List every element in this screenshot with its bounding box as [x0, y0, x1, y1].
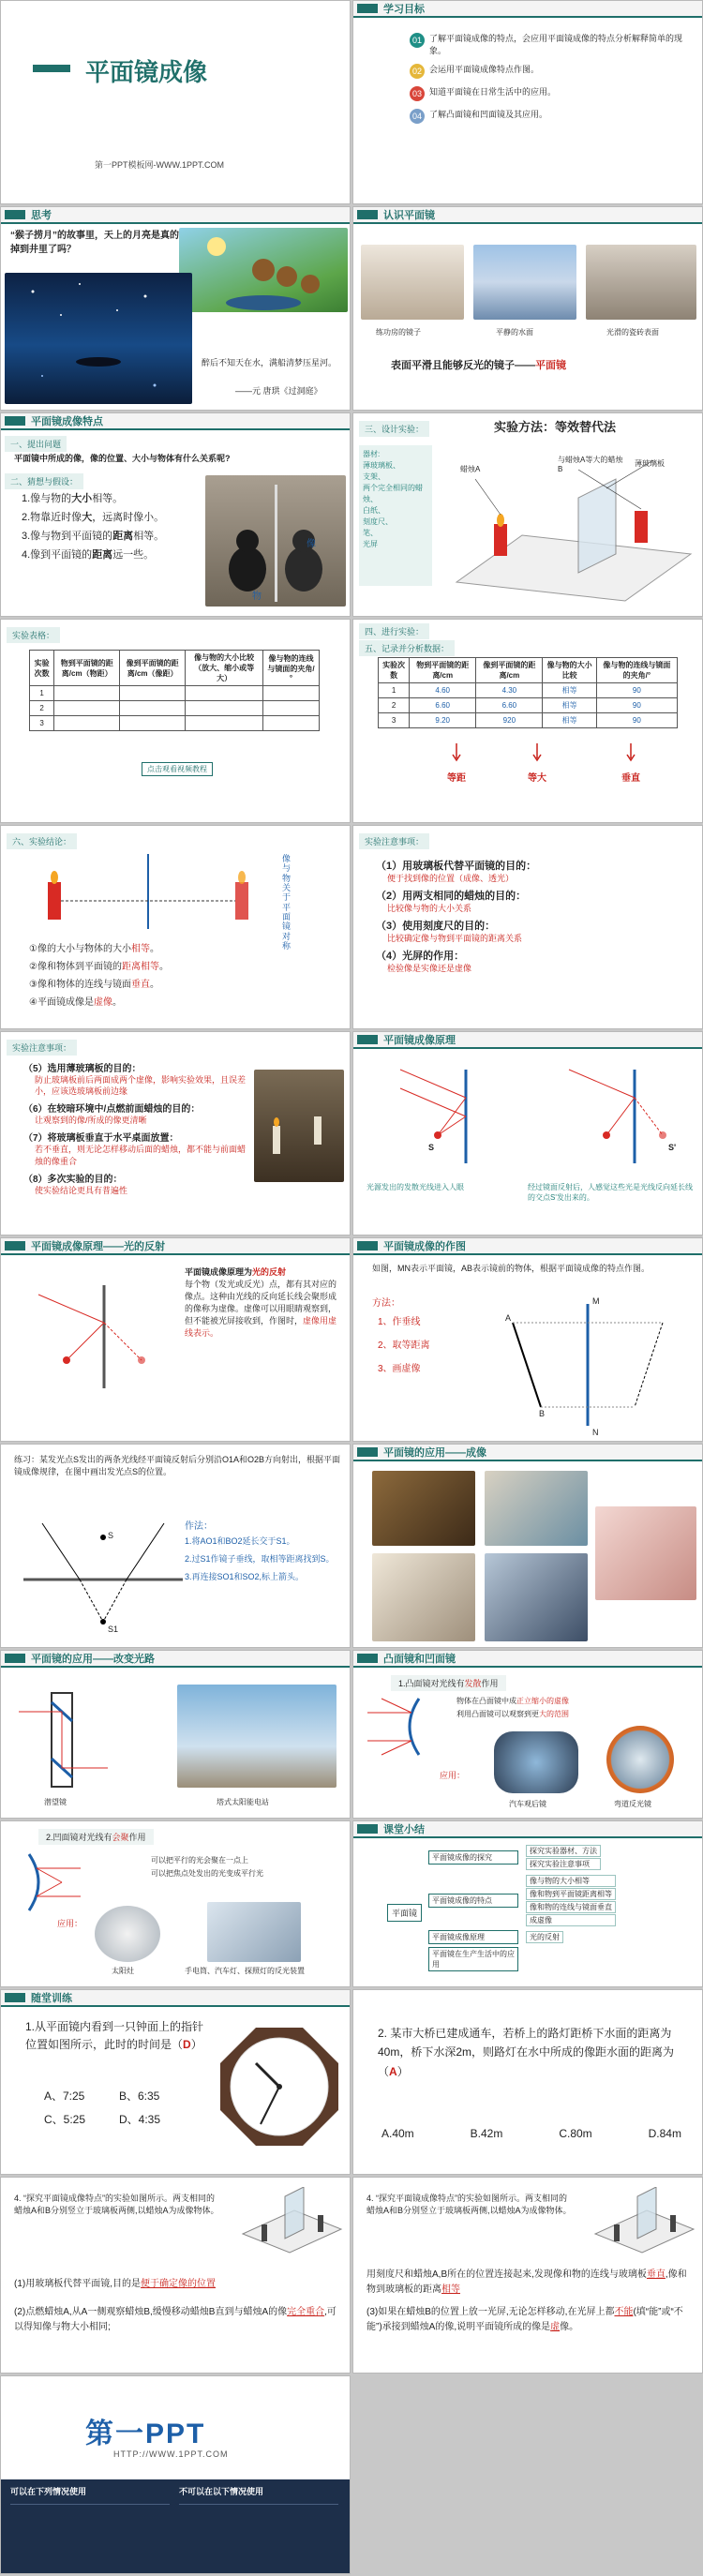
- answer-step: 1.将AO1和BO2延长交于S1。: [185, 1536, 295, 1546]
- table-cell: [54, 701, 120, 716]
- slide-table[interactable]: [0, 619, 351, 823]
- hypothesis-post: 相等。: [133, 530, 165, 542]
- label-b: B: [539, 1409, 546, 1418]
- reflection-diagrams: [363, 1060, 691, 1173]
- page-subtitle: 第一PPT模板网-WWW.1PPT.COM: [95, 160, 224, 170]
- label-s: S: [108, 1531, 114, 1540]
- table-cell: [120, 701, 186, 716]
- solar-cooker-photo: [95, 1906, 160, 1962]
- note-answer: 便于找到像的位置（成像、透光）: [387, 874, 515, 883]
- quiz-2-options: [381, 2127, 681, 2140]
- hypothesis-key: 大小: [71, 493, 93, 504]
- goal-list: [410, 33, 691, 131]
- conclusion-item: [29, 994, 169, 1008]
- note-question: （5）选用薄玻璃板的目的：: [23, 1064, 142, 1074]
- slide-header: 平面镜的应用——改变光路: [1, 1651, 350, 1668]
- note-answer: 防止玻璃板前后两面成两个虚像，影响实验效果，且误差小，应该选玻璃板前边缘: [35, 1075, 247, 1097]
- material-item: 白纸、: [363, 506, 385, 515]
- table-cell: [120, 686, 186, 701]
- data-table-filled: [378, 657, 678, 728]
- conclusion-item: [29, 940, 169, 954]
- table-header-cell: 物到平面镜的距离/cm（物距）: [54, 651, 120, 686]
- goal-number: 03: [410, 86, 425, 101]
- note-answer: 使实验结论更具有普遍性: [35, 1185, 128, 1195]
- hypothesis-list: [22, 492, 164, 567]
- concave-diagram: [10, 1850, 85, 1915]
- poem-source: ——元 唐珙《过洞庭》: [235, 386, 322, 396]
- candle-glass-diagram: [233, 2187, 346, 2262]
- answer-steps: [185, 1535, 344, 1588]
- table-cell: 90: [596, 713, 677, 728]
- hypothesis-item: [22, 548, 164, 563]
- table-cell: 6.60: [476, 698, 543, 713]
- quiz-4-question: 4. “探究平面镜成像特点”的实验如图所示。两支相同的蜡烛A和B分别竖立于玻璃板两侧,以蜡烛A为成像物体。: [14, 2194, 219, 2216]
- license-panel: [1, 2479, 351, 2574]
- material-item: 两个完全相同的蜡烛、: [363, 484, 423, 503]
- slide-header: 平面镜成像特点: [1, 413, 350, 430]
- hypothesis-pre: 3.像与物到平面镜的: [22, 530, 113, 542]
- conclusion-key: 距离相等: [121, 962, 159, 972]
- summary-item: 像与物的大小相等: [526, 1875, 616, 1887]
- notes-label: 实验注意事项：: [7, 1040, 77, 1056]
- goal-text: 会运用平面镜成像特点作图。: [429, 65, 540, 75]
- answer-step: 2.过S1作镜子垂线，取相等距离找到S。: [185, 1554, 335, 1564]
- note-answer: 若不垂直，则无论怎样移动后面的蜡烛，都不能与前面蜡烛的像重合: [35, 1145, 247, 1166]
- goal-text: 了解凸面镜和凹面镜及其应用。: [429, 110, 548, 120]
- slide-conclusion[interactable]: [0, 825, 351, 1029]
- table-cell: [263, 701, 320, 716]
- poem-line: 醉后不知天在水，满船清梦压星河。: [202, 358, 337, 367]
- caption-car-mirror: 汽车观后镜: [509, 1800, 546, 1808]
- practice-question: 练习：某发光点S发出的两条光线经平面镜反射后分别沿O1A和O2B方向射出，根据平面镜成像规律，在图中画出发光点S的位置。: [14, 1455, 341, 1477]
- slide-summary[interactable]: [352, 1820, 703, 1987]
- step-question-label: 一、提出问题: [5, 436, 67, 452]
- summary-group: [428, 1844, 700, 1871]
- table-cell: 920: [476, 713, 543, 728]
- drawing-intro: 如图，MN表示平面镜，AB表示镜前的物体，根据平面镜成像的特点作图。: [372, 1264, 651, 1273]
- hypothesis-post: ，远离时像小。: [92, 511, 165, 523]
- summary-item: 成虚像: [526, 1914, 616, 1926]
- table-cell: 90: [596, 698, 677, 713]
- slide-header: 平面镜成像的作图: [353, 1238, 702, 1255]
- summary-group-title: 平面镜成像的探究: [428, 1850, 518, 1865]
- materials-box: [359, 445, 432, 586]
- summary-item: 探究实验注意事项: [526, 1858, 601, 1870]
- option-b[interactable]: B.42m: [470, 2127, 503, 2140]
- conclusion-pre: ④平面镜成像是: [29, 997, 94, 1008]
- quiz-1-question: 1.从平面镜内看到一只钟面上的指针位置如图所示，此时的时间是（D）: [25, 2020, 204, 2052]
- label-glass-plate: 薄玻璃板: [635, 459, 665, 468]
- option-a[interactable]: A、7:25: [44, 2089, 85, 2103]
- table-cell: 相等: [543, 683, 596, 698]
- notes-list: [23, 1056, 248, 1196]
- tile-floor-picture: [586, 245, 696, 320]
- drawing-step: 3、画虚像: [378, 1364, 421, 1374]
- slide-practice[interactable]: [0, 1444, 351, 1648]
- table-cell: 3: [379, 713, 410, 728]
- hypothesis-key: 距离: [92, 548, 113, 561]
- goal-number: 02: [410, 64, 425, 79]
- summary-items: [526, 1930, 563, 1944]
- quiz-2-question: 2. 某市大桥已建成通车，若桥上的路灯距桥下水面的距离为40m，桥下水深2m，则路灯在水中所成的像距水面的距离为（A）: [378, 2027, 675, 2078]
- tag-equal-size: 等大: [528, 773, 546, 784]
- slide-title[interactable]: [0, 0, 351, 204]
- notes-label: 实验注意事项：: [359, 833, 429, 849]
- clock-diagram: [218, 2026, 340, 2148]
- road-mirror-photo: [606, 1726, 674, 1793]
- goal-number: 04: [410, 109, 425, 124]
- table-label: 实验表格：: [7, 627, 60, 643]
- dance-room-picture: [361, 245, 464, 320]
- slide-convex[interactable]: [352, 1650, 703, 1819]
- material-item: 刻度尺、: [363, 517, 393, 526]
- slide-header: 凸面镜和凹面镜: [353, 1651, 702, 1668]
- symmetry-vertical-note: 像与物关于平面镜对称: [282, 854, 292, 951]
- goal-text: 了解平面镜成像的特点，会应用平面镜成像的特点分析解释简单的现象。: [429, 34, 683, 55]
- note-question: （3）使用刻度尺的目的：: [376, 921, 496, 933]
- material-item: 器材:: [363, 450, 381, 458]
- answer-step: 3.再连接SO1和SO2,标上箭头。: [185, 1572, 305, 1581]
- summary-group: [428, 1930, 700, 1944]
- table-header-cell: 物到平面镜的距离/cm: [410, 658, 476, 683]
- goal-item: [410, 33, 691, 56]
- starry-lake-picture: [5, 273, 192, 404]
- step-record-label: 五、记录并分析数据：: [359, 640, 455, 656]
- table-cell: [263, 716, 320, 731]
- slide-quiz-4a[interactable]: [0, 2177, 351, 2374]
- slide-design[interactable]: [352, 412, 703, 617]
- think-question: “猴子捞月”的故事里，天上的月亮是真的掉到井里了吗？: [10, 231, 179, 255]
- slide-principle[interactable]: [352, 1031, 703, 1236]
- page-title: 平面镜成像: [85, 58, 208, 86]
- table-cell: [54, 686, 120, 701]
- note-answer: 检验像是实像还是虚像: [387, 964, 472, 974]
- mirror-photo-4: [485, 1553, 588, 1641]
- periscope-diagram: [14, 1688, 117, 1791]
- hypothesis-item: [22, 530, 164, 545]
- brand-logo: 第一PPT: [85, 2419, 206, 2449]
- table-header-cell: 像与物的连线与镜面的夹角/°: [263, 651, 320, 686]
- summary-items: [526, 1844, 601, 1871]
- step-hypothesis-label: 二、猜想与假设：: [5, 473, 83, 489]
- mirror-photo-3: [372, 1553, 475, 1641]
- summary-group: [428, 1947, 700, 1971]
- conclusion-item: [29, 958, 169, 972]
- slide-quiz-1[interactable]: [0, 1989, 351, 2175]
- conclusion-list: [29, 940, 169, 1011]
- note-question: （2）用两支相同的蜡烛的目的：: [376, 891, 527, 903]
- conclusion-post: 。: [158, 962, 169, 972]
- caption-road-mirror: 弯道反光镜: [614, 1800, 651, 1808]
- label-s: S: [428, 1143, 435, 1152]
- mirror-photo-2: [485, 1471, 588, 1546]
- slide-header: 学习目标: [353, 1, 702, 18]
- note-answer: 让观察到的像/所成的像更清晰: [35, 1116, 147, 1126]
- drawing-step: 1、作垂线: [378, 1317, 421, 1327]
- slide-concave[interactable]: [0, 1820, 351, 1987]
- goal-text: 知道平面镜在日常生活中的应用。: [429, 87, 557, 97]
- table-cell: 9.20: [410, 713, 476, 728]
- table-cell: 2: [379, 698, 410, 713]
- allowed-title: 可以在下列情况使用: [10, 2487, 87, 2496]
- quiz-4-part-1: (1)用玻璃板代替平面镜,目的是便于确定像的位置: [14, 2279, 216, 2289]
- slide-notes-1[interactable]: [352, 825, 703, 1029]
- hypothesis-key: 大: [82, 511, 93, 523]
- reflection-text: 平面镜成像原理为光的反射 每个物（发光或反光）点，都有其对应的像点。这种由光线的反向延长线会聚形成的像称为虚像。虚像可以用眼睛观察到，但不能被光屏接收到，作图时，虚像用虚线表示。: [185, 1267, 337, 1339]
- slide-brand[interactable]: [0, 2375, 351, 2574]
- hypothesis-post: 远一些。: [112, 548, 155, 561]
- label-m: M: [592, 1296, 600, 1306]
- empty-area: [352, 2375, 703, 2574]
- hypothesis-pre: 2.物靠近时像: [22, 511, 82, 523]
- summary-item: 像和物到平面镜距离相等: [526, 1888, 616, 1900]
- mirror-photo-1: [372, 1471, 475, 1546]
- research-question: 平面镜中所成的像，像的位置、大小与物体有什么关系呢?: [14, 454, 231, 463]
- quiz-4-part-2b: 用刻度尺和蜡烛A,B所在的位置连接起来,发现像和物的连线与玻璃板垂直,像和物到玻璃板的距离相等: [366, 2269, 687, 2295]
- slide-features[interactable]: [0, 412, 351, 617]
- calm-water-picture: [473, 245, 576, 320]
- concave-title: 2.凹面镜对光线有会聚作用: [38, 1829, 154, 1845]
- note-question: （8）多次实验的目的：: [23, 1174, 123, 1185]
- summary-item: 光的反射: [526, 1931, 563, 1943]
- table-cell: 6.60: [410, 698, 476, 713]
- conclusion-key: 虚像: [93, 997, 112, 1008]
- hypothesis-pre: 4.像到平面镜的: [22, 548, 93, 561]
- goal-item: [410, 64, 691, 79]
- slide-notes-2[interactable]: [0, 1031, 351, 1236]
- table-header-cell: 实验次数: [379, 658, 410, 683]
- table-cell: [54, 716, 120, 731]
- summary-items: [526, 1874, 616, 1927]
- option-d[interactable]: D.84m: [648, 2127, 681, 2140]
- note-question: （4）光屏的作用：: [376, 951, 465, 963]
- drawing-steps: [378, 1313, 430, 1384]
- car-mirror-photo: [494, 1731, 578, 1793]
- use-label: 应用：: [57, 1919, 83, 1928]
- table-cell: 90: [596, 683, 677, 698]
- material-item: 光屏: [363, 540, 378, 548]
- goal-item: [410, 86, 691, 101]
- table-cell: 4.30: [476, 683, 543, 698]
- material-item: 薄玻璃板、: [363, 461, 400, 470]
- quiz-4-part-3: (3)如果在蜡烛B的位置上放一光屏,无论怎样移动,在光屏上都不能(填“能”或“不能”)承接到蜡烛A的像,说明平面镜所成的像是虚像。: [366, 2307, 683, 2332]
- label-n: N: [592, 1428, 599, 1437]
- quiz-1-options: [44, 2088, 194, 2127]
- table-cell: 相等: [543, 713, 596, 728]
- caption-solar: 塔式太阳能电站: [217, 1798, 269, 1806]
- table-cell: [120, 716, 186, 731]
- table-cell: 相等: [543, 698, 596, 713]
- option-b[interactable]: B、6:35: [119, 2089, 160, 2103]
- tag-perpendicular: 垂直: [621, 773, 640, 784]
- table-row-index: 1: [30, 686, 54, 701]
- caption-periscope: 潜望镜: [44, 1798, 67, 1806]
- note-question: （1）用玻璃板代替平面镜的目的：: [376, 861, 537, 872]
- table-cell: [186, 716, 263, 731]
- use-label: 应用：: [440, 1771, 466, 1780]
- conclusion-pre: ②像和物体到平面镜的: [29, 962, 122, 972]
- experiment-photo: [254, 1070, 344, 1182]
- brand-url[interactable]: HTTP://WWW.1PPT.COM: [113, 2449, 229, 2459]
- note-answer: 比较像与物的大小关系: [387, 904, 472, 914]
- table-header-cell: 实验次数: [30, 651, 54, 686]
- summary-root: 平面镜: [387, 1904, 422, 1922]
- practice-diagram: [14, 1505, 192, 1636]
- slide-header: 平面镜成像原理: [353, 1032, 702, 1049]
- label-a: A: [505, 1313, 512, 1323]
- hypothesis-item: [22, 492, 164, 507]
- concave-point-2: 可以把焦点处发出的光变成平行光: [151, 1869, 263, 1878]
- table-header-cell: 像与物的大小比较: [543, 658, 596, 683]
- slide-application-imaging[interactable]: [352, 1444, 703, 1648]
- slide-think[interactable]: [0, 206, 351, 411]
- conclusion-key: 垂直: [130, 980, 150, 990]
- allowed-list: [10, 2504, 170, 2569]
- summary-group-title: 平面镜成像原理: [428, 1930, 518, 1944]
- conclusion-post: 。: [149, 944, 159, 954]
- slide-know-mirror[interactable]: [352, 206, 703, 411]
- table-cell: 4.60: [410, 683, 476, 698]
- summary-item: 探究实验器材、方法: [526, 1845, 601, 1857]
- cat-mirror-picture: [205, 475, 346, 607]
- convex-point-1: 物体在凸面镜中成正立缩小的虚像: [456, 1697, 569, 1705]
- slide-header: 平面镜的应用——成像: [353, 1445, 702, 1461]
- hypothesis-item: [22, 511, 164, 526]
- caption-reflector: 手电筒、汽车灯、探照灯的反光装置: [185, 1967, 305, 1975]
- table-cell: [263, 686, 320, 701]
- convex-title: 1.凸面镜对光线有发散作用: [391, 1675, 506, 1691]
- caption-water: 平静的水面: [496, 328, 533, 337]
- note-question: （6）在较暗环境中/点燃前面蜡烛的目的：: [23, 1104, 201, 1116]
- drawing-step: 2、取等距离: [378, 1340, 430, 1351]
- step-experiment-label: 四、进行实验：: [359, 623, 429, 639]
- tag-equal-distance: 等距: [447, 773, 466, 784]
- symmetry-diagram: [29, 854, 273, 929]
- note-question: （7）将玻璃板垂直于水平桌面放置：: [23, 1133, 179, 1145]
- conclusion-label: 六、实验结论：: [7, 833, 77, 849]
- material-item: 笔、: [363, 529, 378, 537]
- watch-video-button[interactable]: 点击观看视频教程: [142, 762, 213, 776]
- data-table-empty: [29, 650, 320, 731]
- forbidden-list: [179, 2504, 338, 2569]
- quiz-4-question: 4. “探究平面镜成像特点”的实验如图所示。两支相同的蜡烛A和B分别竖立于玻璃板两侧,以蜡烛A为成像物体。: [366, 2194, 572, 2216]
- forbidden-title: 不可以在以下情况使用: [179, 2487, 264, 2496]
- table-cell: [186, 686, 263, 701]
- answer-title: 作法：: [185, 1521, 213, 1532]
- table-row-index: 2: [30, 701, 54, 716]
- slide-reflection[interactable]: [0, 1237, 351, 1442]
- option-c[interactable]: C、5:25: [44, 2113, 86, 2126]
- label-object: 物: [252, 592, 262, 602]
- label-candle-b: 与蜡烛A等大的蜡烛B: [558, 456, 623, 473]
- goal-item: [410, 109, 691, 124]
- table-cell: 1: [379, 683, 410, 698]
- slide-header: 课堂小结: [353, 1821, 702, 1838]
- step-design-label: 三、设计实验：: [359, 421, 429, 437]
- conclusion-pre: ③像和物体的连线与镜面: [29, 980, 131, 990]
- slide-header: 认识平面镜: [353, 207, 702, 224]
- mirror-definition: 表面平滑且能够反光的镜子——平面镜: [391, 360, 566, 371]
- summary-tree: [428, 1844, 700, 1974]
- conclusion-pre: ①像的大小与物体的大小: [29, 944, 131, 954]
- dental-mirror-photo: [595, 1506, 696, 1600]
- caption-principle-1: 光源发出的发散光线进入人眼: [366, 1183, 464, 1191]
- conclusion-post: 。: [112, 997, 122, 1008]
- conclusion-key: 相等: [130, 944, 150, 954]
- slide-drawing[interactable]: [352, 1237, 703, 1442]
- caption-dance-room: 练功房的镜子: [376, 328, 421, 337]
- method-title: 实验方法：等效替代法: [494, 420, 617, 434]
- summary-item: 像和物的连线与镜面垂直: [526, 1901, 616, 1913]
- label-s1: S1: [108, 1625, 119, 1634]
- label-candle-a: 蜡烛A: [460, 465, 481, 473]
- caption-tiles: 光滑的瓷砖表面: [606, 328, 659, 337]
- label-image: 像: [307, 539, 316, 549]
- option-a[interactable]: A.40m: [381, 2127, 414, 2140]
- table-cell: [186, 701, 263, 716]
- convex-diagram: [363, 1694, 438, 1760]
- table-header-cell: 像到平面镜的距离/cm: [476, 658, 543, 683]
- title-accent-bar: [33, 65, 70, 72]
- material-item: 支架、: [363, 472, 385, 481]
- option-d[interactable]: D、4:35: [119, 2113, 161, 2126]
- conclusion-item: [29, 976, 169, 990]
- conclusion-arrows: [353, 741, 703, 770]
- quiz-4-part-2: (2)点燃蜡烛A,从A一侧观察蜡烛B,缓慢移动蜡烛B直到与蜡烛A的像完全重合,可以得知像与物大小相同;: [14, 2307, 337, 2332]
- caption-solar-cooker: 太阳灶: [112, 1967, 134, 1975]
- caption-principle-2: 经过镜面反射后，人感觉这些光是光线反向延长线的交点S'发出来的。: [528, 1183, 693, 1202]
- notes-list: [376, 854, 695, 975]
- summary-group-title: 平面镜在生产生活中的应用: [428, 1947, 518, 1971]
- summary-group-title: 平面镜成像的特点: [428, 1894, 518, 1908]
- slide-header: 随堂训练: [1, 1990, 350, 2007]
- candle-glass-diagram: [586, 2187, 698, 2262]
- note-answer: 比较确定像与物到平面镜的距离关系: [387, 934, 523, 944]
- goal-number: 01: [410, 33, 425, 48]
- slide-quiz-2[interactable]: [352, 1989, 703, 2175]
- option-c[interactable]: C.80m: [559, 2127, 592, 2140]
- summary-group: [428, 1874, 700, 1927]
- convex-point-2: 利用凸面镜可以观察到更大的范围: [456, 1710, 569, 1718]
- slide-header: 平面镜成像原理——光的反射: [1, 1238, 350, 1255]
- monkey-picture: [179, 228, 348, 312]
- slide-quiz-4b[interactable]: [352, 2177, 703, 2374]
- method-label: 方法：: [372, 1298, 400, 1309]
- slide-data[interactable]: [352, 619, 703, 823]
- virtual-image-diagram: [10, 1276, 179, 1398]
- table-header-cell: 像与物的连线与镜面的夹角/°: [596, 658, 677, 683]
- slide-application-path[interactable]: [0, 1650, 351, 1819]
- table-header-cell: 像到平面镜的距离/cm（像距）: [120, 651, 186, 686]
- concave-point-1: 可以把平行的光会聚在一点上: [151, 1856, 248, 1865]
- hypothesis-pre: 1.像与物的: [22, 493, 72, 504]
- slide-learning-goals[interactable]: [352, 0, 703, 204]
- solar-tower-photo: [177, 1685, 337, 1788]
- flashlight-reflector-photo: [207, 1902, 301, 1962]
- hypothesis-post: 相等。: [92, 493, 124, 504]
- label-s-prime: S': [668, 1143, 677, 1152]
- conclusion-post: 。: [149, 980, 159, 990]
- table-row-index: 3: [30, 716, 54, 731]
- table-header-cell: 像与物的大小比较（放大、缩小或等大）: [186, 651, 263, 686]
- slide-header: 思考: [1, 207, 350, 224]
- hypothesis-key: 距离: [112, 530, 134, 542]
